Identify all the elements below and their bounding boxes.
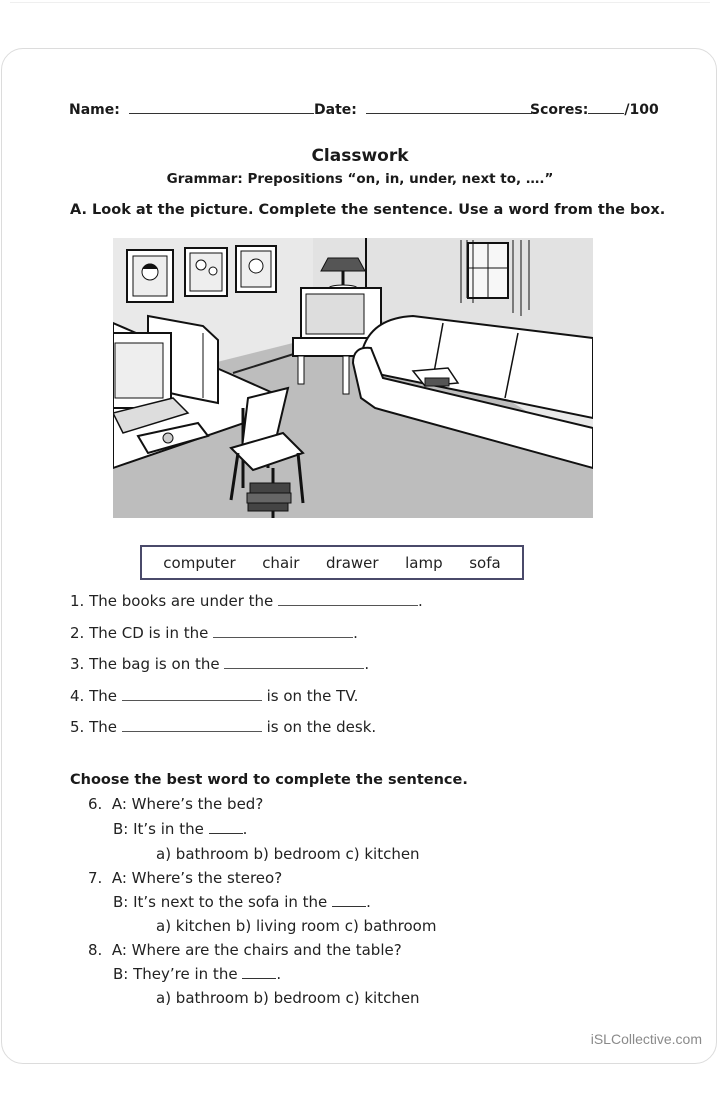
question-text: The — [89, 718, 117, 736]
date-label: Date: — [314, 102, 357, 118]
scores-label: Scores: — [530, 102, 589, 118]
question-3 — [70, 655, 369, 673]
question-end: is on the desk. — [266, 718, 377, 736]
item-number: 6. — [88, 795, 103, 813]
question-number: 2. — [70, 624, 85, 642]
question-end: . — [364, 655, 370, 673]
item-8-answer — [113, 965, 281, 983]
section-a-instruction: A. Look at the picture. Complete the sentence. Use a word from the box. — [70, 202, 666, 218]
answer-blank[interactable] — [122, 699, 262, 701]
item-answer-text: B: It’s next to the sofa in the — [113, 893, 328, 911]
page-subtitle: Grammar: Prepositions “on, in, under, next to, ….” — [166, 171, 554, 187]
question-text: The CD is in the — [89, 624, 209, 642]
question-end: is on the TV. — [266, 687, 359, 705]
item-answer-text: B: It’s in the — [113, 820, 204, 838]
answer-blank[interactable] — [278, 604, 418, 606]
question-text: The — [89, 687, 117, 705]
name-field — [69, 102, 314, 118]
item-7-question — [88, 869, 282, 887]
item-end: . — [366, 893, 371, 911]
answer-blank[interactable] — [332, 905, 366, 907]
item-number: 7. — [88, 869, 103, 887]
question-1 — [70, 592, 423, 610]
word-sofa: sofa — [469, 553, 501, 572]
question-end: . — [418, 592, 423, 610]
question-number: 1. — [70, 592, 85, 610]
item-end: . — [276, 965, 282, 983]
word-drawer: drawer — [326, 553, 379, 572]
question-2 — [70, 624, 358, 642]
word-box — [140, 545, 524, 580]
scores-total: /100 — [624, 102, 659, 118]
top-divider — [10, 2, 710, 3]
question-number: 5. — [70, 718, 85, 736]
name-label: Name: — [69, 102, 120, 118]
item-answer-text: B: They’re in the — [113, 965, 238, 983]
date-field — [314, 102, 532, 118]
living-room-picture — [113, 238, 593, 518]
question-text: The bag is on the — [89, 655, 220, 673]
date-blank[interactable] — [366, 112, 532, 114]
question-end: . — [353, 624, 358, 642]
word-chair: chair — [262, 553, 300, 572]
item-end: . — [242, 820, 248, 838]
item-6-answer — [113, 820, 247, 838]
item-question: A: Where’s the stereo? — [111, 869, 283, 887]
item-6-options[interactable]: a) bathroom b) bedroom c) kitchen — [156, 845, 420, 863]
item-question: A: Where’s the bed? — [111, 795, 264, 813]
page-title: Classwork — [311, 146, 409, 166]
item-8-question — [88, 941, 402, 959]
answer-blank[interactable] — [209, 832, 243, 834]
item-7-answer — [113, 893, 371, 911]
item-number: 8. — [88, 941, 103, 959]
question-text: The books are under the — [89, 592, 274, 610]
answer-blank[interactable] — [213, 636, 353, 638]
word-lamp: lamp — [405, 553, 443, 572]
item-6-question — [88, 795, 263, 813]
question-number: 4. — [70, 687, 85, 705]
question-number: 3. — [70, 655, 85, 673]
scores-field — [530, 102, 659, 118]
name-blank[interactable] — [129, 112, 314, 114]
answer-blank[interactable] — [242, 977, 276, 979]
word-computer: computer — [163, 553, 236, 572]
item-question: A: Where are the chairs and the table? — [111, 941, 402, 959]
answer-blank[interactable] — [224, 667, 364, 669]
answer-blank[interactable] — [122, 730, 262, 732]
item-7-options[interactable]: a) kitchen b) living room c) bathroom — [156, 917, 437, 935]
section-b-heading: Choose the best word to complete the sentence. — [70, 772, 468, 788]
question-4 — [70, 687, 358, 705]
question-5 — [70, 718, 376, 736]
item-8-options[interactable]: a) bathroom b) bedroom c) kitchen — [156, 989, 420, 1007]
scores-blank[interactable] — [588, 112, 624, 114]
watermark: iSLCollective.com — [590, 1031, 702, 1047]
